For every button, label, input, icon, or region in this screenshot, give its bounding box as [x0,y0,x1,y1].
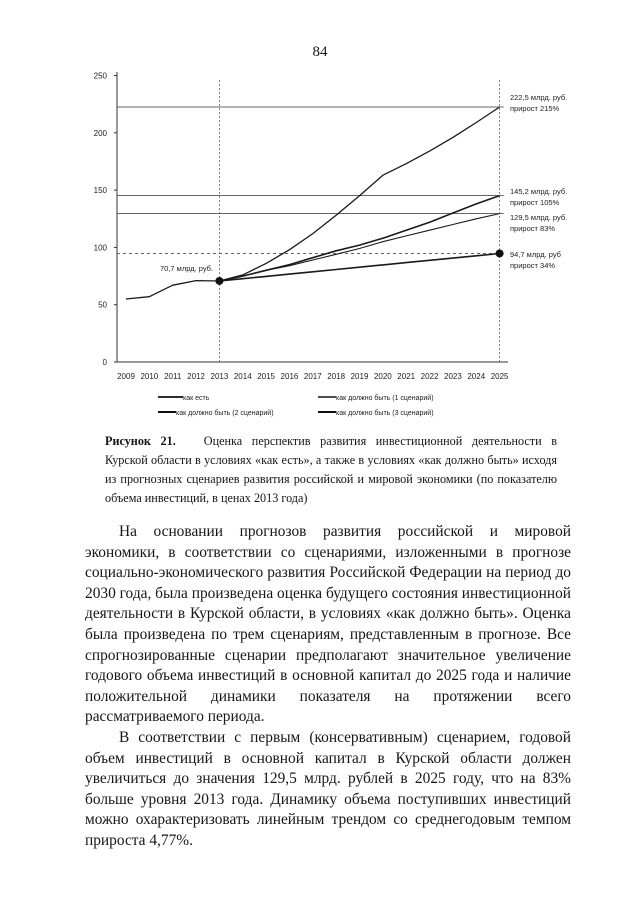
x-tick-label: 2014 [233,372,252,381]
y-tick-label: 50 [98,300,107,310]
x-tick-label: 2020 [373,372,392,381]
page-number: 84 [312,44,328,60]
y-tick-label: 100 [93,243,107,253]
x-tick-label: 2021 [397,372,416,381]
data-label: прирост 83% [510,224,556,233]
data-point-marker [215,277,223,285]
investment-forecast-chart [0,0,640,430]
data-point-marker [496,249,504,257]
legend-label: как должно быть (3 сценарий) [336,410,434,417]
x-tick-label: 2012 [187,372,205,381]
legend-label: как должно быть (1 сценарий) [336,395,434,402]
x-tick-label: 2024 [467,372,486,381]
legend-label: как есть [183,395,210,402]
x-tick-label: 2013 [210,372,229,381]
x-tick-label: 2010 [140,372,159,381]
x-tick-label: 2022 [420,372,439,381]
y-tick-label: 200 [93,128,107,138]
x-tick-label: 2009 [117,372,135,381]
x-tick-label: 2025 [490,372,509,381]
series-line [219,254,499,282]
x-tick-label: 2016 [280,372,299,381]
data-label: 145,2 млрд. руб. [510,187,568,196]
data-label: прирост 215% [510,104,560,113]
series-line [219,196,499,281]
x-tick-label: 2017 [303,372,322,381]
data-label: 70,7 млрд. руб. [160,264,214,273]
y-tick-label: 0 [102,358,107,367]
data-label: прирост 34% [510,261,556,270]
body-text [85,522,571,852]
y-tick-label: 250 [93,71,107,81]
caption-text: Оценка перспектив развития инвестиционной деятельности в Курской области в условиях «как есть», а также в условиях «как должно быть» исходя из прогнозных сценариев развития российской и мировой экономики (по показателю объема инвестиций, в ценах 2013 года) [105,434,558,505]
figure-caption [105,432,557,508]
x-tick-label: 2011 [164,372,182,381]
y-tick-label: 150 [93,186,107,196]
data-label: прирост 105% [510,198,560,207]
data-label: 129,5 млрд. руб. [510,213,568,222]
x-tick-label: 2023 [444,372,462,381]
x-tick-label: 2018 [327,372,346,381]
data-label: 94,7 млрд. руб [510,250,561,259]
legend-label: как должно быть (2 сценарий) [176,410,274,417]
data-label: 222,5 млрд. руб. [510,93,568,102]
paragraph: В соответствии с первым (консервативным) сценарием, годовой объем инвестиций в основной капитал в Курской области должен увеличиться до значения 129,5 млрд. рублей в 2025 году, что на 83% больше уровня 2013 года. Динамику объема поступивших инвестиций можно охарактеризовать линейным трендом со среднегодовым темпом прироста 4,77%. [85,728,571,849]
paragraph: На основании прогнозов развития российской и мировой экономики, в соответствии со сценариями, изложенными в прогнозе социально-экономического развития Российской Федерации на период до 2030 года, была произведена оценка будущего состояния инвестиционной деятельности в Курской области, в условиях «как должно быть». Оценка была произведена по трем сценариям, представленным в прогнозе. Все спрогнозированные сценарии предполагают значительное увеличение годового объема инвестиций в основной капитал до 2025 года и наличие положительной динамики показателя на протяжении всего рассматриваемого периода. [85,523,571,726]
x-tick-label: 2019 [350,372,369,381]
caption-label: Рисунок 21. [105,434,176,448]
x-tick-label: 2015 [257,372,275,381]
